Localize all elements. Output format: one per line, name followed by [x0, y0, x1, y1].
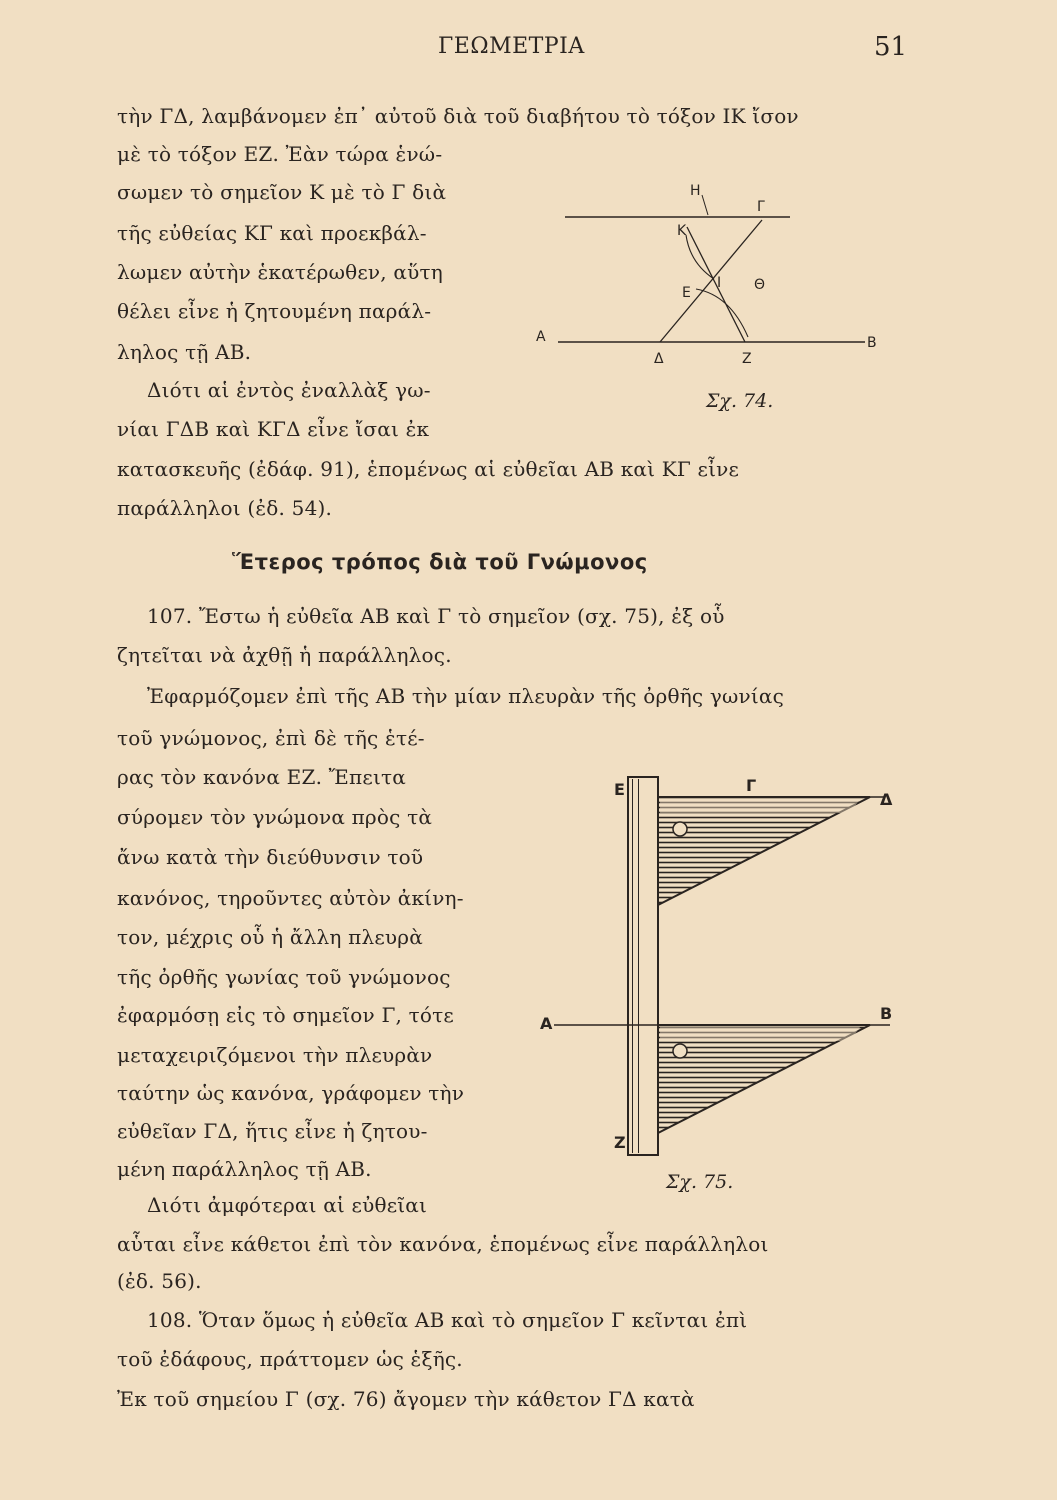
text-line: θέλει εἶνε ἡ ζητουμένη παράλ-: [117, 299, 432, 323]
label-h: Η: [690, 183, 701, 199]
text-line: μεταχειριζόμενοι τὴν πλευρὰν: [117, 1043, 433, 1067]
text-line: τοῦ ἐδάφους, πράττομεν ὡς ἑξῆς.: [117, 1347, 463, 1371]
running-head: ΓΕΩΜΕΤΡΙΑ: [438, 34, 585, 59]
label-d: Δ: [654, 351, 664, 367]
label-b: Β: [880, 1004, 893, 1023]
page-number: 51: [874, 32, 908, 62]
text-line: τῆς ὀρθῆς γωνίας τοῦ γνώμονος: [117, 965, 451, 989]
set-square-lower-edge: [660, 1027, 860, 1041]
text-line: σωμεν τὸ σημεῖον Κ μὲ τὸ Γ διὰ: [117, 180, 447, 204]
text-line: τὴν ΓΔ, λαμβάνομεν ἐπ᾽ αὐτοῦ διὰ τοῦ διαβήτου τὸ τόξον ΙΚ ἴσον: [117, 104, 799, 128]
line-gd: [660, 220, 762, 342]
label-z: Ζ: [614, 1133, 626, 1152]
text-line: αὗται εἶνε κάθετοι ἐπὶ τὸν κανόνα, ἑπομένως εἶνε παράλληλοι: [117, 1232, 769, 1256]
text-line: λωμεν αὐτὴν ἑκατέρωθεν, αὕτη: [117, 260, 443, 284]
text-line: (ἐδ. 56).: [117, 1269, 202, 1293]
label-z: Ζ: [742, 351, 752, 367]
label-g: Γ: [746, 776, 757, 795]
text-line: σύρομεν τὸν γνώμονα πρὸς τὰ: [117, 805, 433, 829]
text-line: Διότι ἀμφότεραι αἱ εὐθεῖαι: [147, 1193, 428, 1217]
figure-74: [530, 175, 900, 425]
set-square-upper: [658, 797, 870, 905]
label-b: Β: [867, 335, 877, 351]
text-line: μένη παράλληλος τῇ ΑΒ.: [117, 1157, 372, 1181]
label-k: Κ: [677, 223, 687, 239]
text-line: ρας τὸν κανόνα ΕΖ. Ἔπειτα: [117, 765, 406, 789]
text-line: ζητεῖται νὰ ἀχθῇ ἡ παράλληλος.: [117, 643, 452, 667]
label-a: Α: [536, 329, 546, 345]
text-line: Διότι αἱ ἐντὸς ἐναλλὰξ γω-: [147, 378, 431, 402]
text-line: ἄνω κατὰ τὴν διεύθυνσιν τοῦ: [117, 845, 424, 869]
text-line: κανόνος, τηροῦντες αὐτὸν ἀκίνη-: [117, 886, 464, 910]
text-line: τοῦ γνώμονος, ἐπὶ δὲ τῆς ἑτέ-: [117, 726, 425, 750]
text-line: μὲ τὸ τόξον ΕΖ. Ἐὰν τώρα ἑνώ-: [117, 142, 443, 166]
text-line: τῆς εὐθείας ΚΓ καὶ προεκβάλ-: [117, 221, 427, 245]
label-th: Θ: [754, 277, 766, 293]
text-line: ἐφαρμόσῃ εἰς τὸ σημεῖον Γ, τότε: [117, 1003, 454, 1027]
label-e: Ε: [682, 285, 691, 301]
label-d: Δ: [880, 790, 893, 809]
text-line: παράλληλοι (ἐδ. 54).: [117, 496, 333, 520]
set-square-lower-hole: [673, 1044, 687, 1058]
text-line: 107. Ἔστω ἡ εὐθεῖα ΑΒ καὶ Γ τὸ σημεῖον (σχ. 75), ἐξ οὗ: [147, 604, 725, 628]
text-line: εὐθεῖαν ΓΔ, ἥτις εἶνε ἡ ζητου-: [117, 1119, 428, 1143]
text-line: Ἐκ τοῦ σημείου Γ (σχ. 76) ἄγομεν τὴν κάθετον ΓΔ κατὰ: [117, 1387, 695, 1411]
figure-74-caption: Σχ. 74.: [706, 390, 774, 412]
set-square-lower: [658, 1025, 870, 1133]
label-e: Ε: [614, 780, 625, 799]
text-line: κατασκευῆς (ἐδάφ. 91), ἑπομένως αἱ εὐθεῖαι ΑΒ καὶ ΚΓ εἶνε: [117, 457, 740, 481]
label-a: Α: [540, 1014, 553, 1033]
label-i: Ι: [717, 275, 722, 291]
text-line: 108. Ὅταν ὅμως ἡ εὐθεῖα ΑΒ καὶ τὸ σημεῖον Γ κεῖνται ἐπὶ: [147, 1308, 748, 1332]
text-line: ληλος τῇ ΑΒ.: [117, 340, 252, 364]
figure-75: [530, 755, 910, 1165]
text-line: Ἐφαρμόζομεν ἐπὶ τῆς ΑΒ τὴν μίαν πλευρὰν τῆς ὀρθῆς γωνίας: [147, 684, 785, 708]
set-square-upper-hole: [673, 822, 687, 836]
set-square-upper-edge: [660, 799, 860, 813]
text-line: τον, μέχρις οὗ ἡ ἄλλη πλευρὰ: [117, 925, 423, 949]
label-g: Γ: [757, 199, 765, 215]
section-heading: Ἕτερος τρόπος διὰ τοῦ Γνώμονος: [232, 550, 648, 574]
line-kz: [687, 227, 745, 342]
tick-h: [702, 195, 708, 215]
text-line: νίαι ΓΔΒ καὶ ΚΓΔ εἶνε ἴσαι ἐκ: [117, 417, 430, 441]
figure-75-caption: Σχ. 75.: [666, 1171, 734, 1193]
text-line: ταύτην ὡς κανόνα, γράφομεν τὴν: [117, 1081, 465, 1105]
ruler-hatch: [630, 779, 640, 1153]
